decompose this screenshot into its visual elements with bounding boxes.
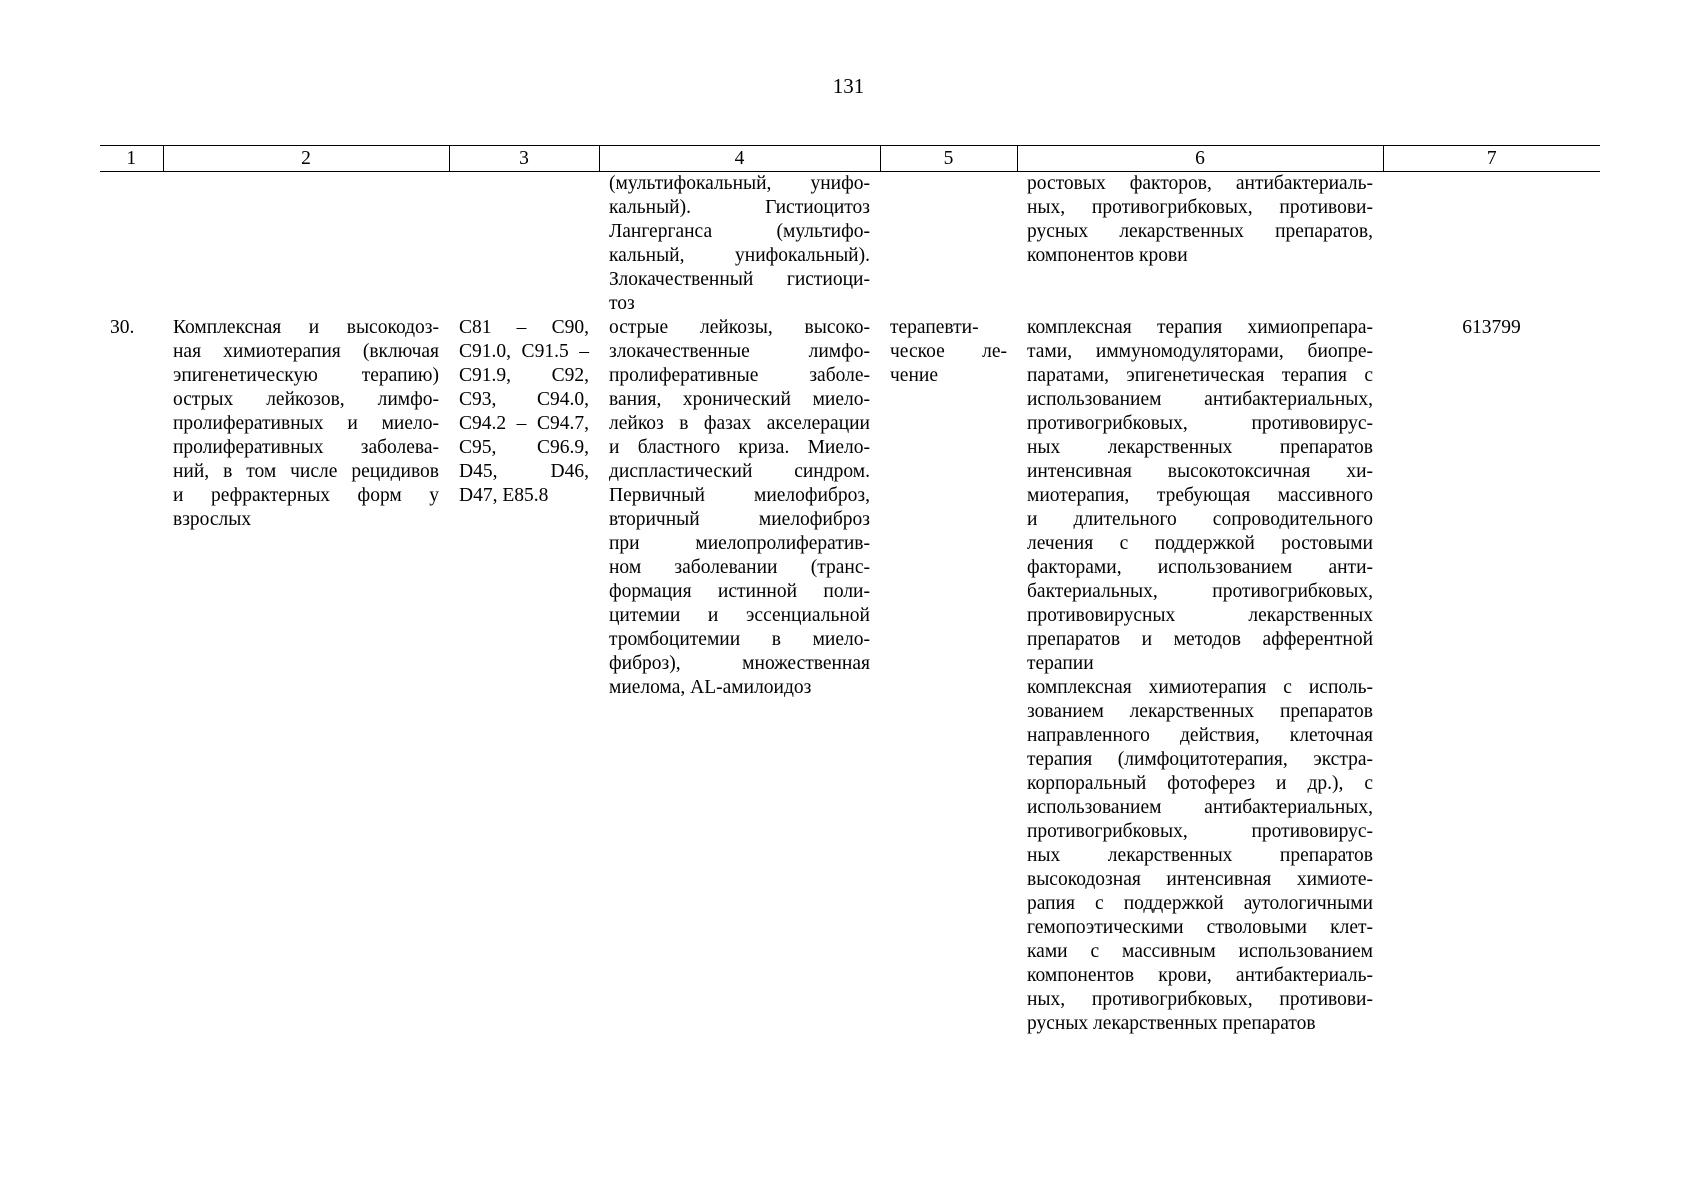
text-line: C94.2 – C94.7, bbox=[459, 413, 589, 434]
cell-cost-standard: 613799 bbox=[1462, 317, 1521, 338]
text-line: препаратов и методов афферентной bbox=[1027, 629, 1373, 650]
text-line: C91.9, C92, bbox=[459, 365, 589, 386]
text-line: тами, иммуномодуляторами, биопре- bbox=[1027, 341, 1373, 362]
column-header-5: 5 bbox=[880, 146, 1017, 172]
text-line: формация истинной поли- bbox=[609, 581, 870, 602]
text-line: тромбоцитемии в миело- bbox=[609, 629, 870, 650]
page-number: 131 bbox=[832, 74, 865, 98]
text-line: терапия (лимфоцитотерапия, экстра- bbox=[1027, 749, 1373, 770]
text-line: Комплексная и высокодоз- bbox=[173, 317, 439, 338]
text-line: бактериальных, противогрибковых, bbox=[1027, 581, 1373, 602]
text-line: и длительного сопроводительного bbox=[1027, 509, 1373, 530]
table-row-30 bbox=[100, 316, 1600, 1036]
cell-continuation-col3 bbox=[449, 172, 599, 317]
cell-treatment-method bbox=[1017, 316, 1383, 1036]
text-line: Злокачественный гистиоци- bbox=[609, 269, 870, 290]
text-line: ная химиотерапия (включая bbox=[173, 341, 439, 362]
text-line: ний, в том числе рецидивов bbox=[173, 461, 439, 482]
text-line: миелома, AL-амилоидоз bbox=[609, 677, 812, 698]
column-header-7: 7 bbox=[1383, 146, 1600, 172]
text-line: ческое ле- bbox=[890, 341, 1007, 362]
text-line: острых лейкозов, лимфо- bbox=[173, 389, 439, 410]
text-line: вторичный миелофиброз bbox=[609, 509, 870, 530]
text-line: чение bbox=[890, 365, 938, 386]
cell-row-number: 30. bbox=[110, 317, 135, 338]
text-line: диспластический синдром. bbox=[609, 461, 870, 482]
text-line: Лангерганса (мультифо- bbox=[609, 221, 870, 242]
text-line: цитемии и эссенциальной bbox=[609, 605, 870, 626]
column-header-3: 3 bbox=[449, 146, 599, 172]
cell-continuation-col1 bbox=[100, 172, 163, 317]
text-line: фиброз), множественная bbox=[609, 653, 870, 674]
text-line: миотерапия, требующая массивного bbox=[1027, 485, 1373, 506]
column-header-2: 2 bbox=[163, 146, 449, 172]
text-line: использованием антибактериальных, bbox=[1027, 797, 1373, 818]
text-line: терапевти- bbox=[890, 317, 979, 338]
cell-continuation-col5 bbox=[880, 172, 1017, 317]
text-line: рапия с поддержкой аутологичными bbox=[1027, 893, 1373, 914]
cell-care-type bbox=[163, 316, 449, 1036]
text-line: пролиферативных и миело- bbox=[173, 413, 439, 434]
text-line: ных лекарственных препаратов bbox=[1027, 845, 1373, 866]
text-line: ных, противогрибковых, противови- bbox=[1027, 197, 1373, 218]
text-line: терапии bbox=[1027, 653, 1094, 674]
table-header-row bbox=[100, 146, 1600, 172]
column-header-1: 1 bbox=[100, 146, 163, 172]
text-line: комплексная терапия химиопрепара- bbox=[1027, 317, 1373, 338]
text-line: пролиферативные заболе- bbox=[609, 365, 870, 386]
text-line: острые лейкозы, высоко- bbox=[609, 317, 870, 338]
text-line: ных лекарственных препаратов bbox=[1027, 437, 1373, 458]
text-line: C81 – C90, bbox=[459, 317, 589, 338]
text-line: и рефрактерных форм у bbox=[173, 485, 439, 506]
medical-care-table bbox=[100, 145, 1600, 1036]
text-line: лейкоз в фазах акселерации bbox=[609, 413, 870, 434]
text-line: кальный, унифокальный). bbox=[609, 245, 870, 266]
cell-icd-codes bbox=[449, 316, 599, 1036]
text-line: компонентов крови bbox=[1027, 245, 1188, 266]
text-line: Первичный миелофиброз, bbox=[609, 485, 870, 506]
text-line: D47, E85.8 bbox=[459, 485, 549, 506]
text-line: русных лекарственных препаратов bbox=[1027, 1013, 1316, 1034]
column-header-6: 6 bbox=[1017, 146, 1383, 172]
text-line: паратами, эпигенетическая терапия с bbox=[1027, 365, 1373, 386]
text-line: ками с массивным использованием bbox=[1027, 941, 1373, 962]
cell-treatment-type bbox=[880, 316, 1017, 1036]
cell-continuation-treatment-method bbox=[1017, 172, 1383, 317]
text-line: кальный). Гистиоцитоз bbox=[609, 197, 870, 218]
text-line: корпоральный фотоферез и др.), с bbox=[1027, 773, 1373, 794]
text-line: тоз bbox=[609, 293, 635, 314]
text-line: противогрибковых, противовирус- bbox=[1027, 821, 1373, 842]
text-line: D45, D46, bbox=[459, 461, 589, 482]
text-line: пролиферативных заболева- bbox=[173, 437, 439, 458]
text-line: ном заболевании (транс- bbox=[609, 557, 870, 578]
text-line: факторами, использованием анти- bbox=[1027, 557, 1373, 578]
text-line: использованием антибактериальных, bbox=[1027, 389, 1373, 410]
text-line: комплексная химиотерапия с исполь- bbox=[1027, 677, 1373, 698]
text-line: противовирусных лекарственных bbox=[1027, 605, 1373, 626]
cell-diagnosis bbox=[599, 316, 880, 1036]
table-row-continuation bbox=[100, 172, 1600, 317]
text-line: злокачественные лимфо- bbox=[609, 341, 870, 362]
text-line: противогрибковых, противовирус- bbox=[1027, 413, 1373, 434]
text-line: направленного действия, клеточная bbox=[1027, 725, 1373, 746]
text-line: интенсивная высокотоксичная хи- bbox=[1027, 461, 1373, 482]
column-header-4: 4 bbox=[599, 146, 880, 172]
text-line: ростовых факторов, антибактериаль- bbox=[1027, 173, 1373, 194]
cell-continuation-col2 bbox=[163, 172, 449, 317]
text-line: компонентов крови, антибактериаль- bbox=[1027, 965, 1373, 986]
text-line: высокодозная интенсивная химиоте- bbox=[1027, 869, 1373, 890]
text-line: C93, C94.0, bbox=[459, 389, 589, 410]
text-line: и бластного криза. Миело- bbox=[609, 437, 870, 458]
text-line: C95, C96.9, bbox=[459, 437, 589, 458]
text-line: C91.0, C91.5 – bbox=[459, 341, 589, 362]
text-line: взрослых bbox=[173, 509, 252, 530]
text-line: ных, противогрибковых, противови- bbox=[1027, 989, 1373, 1010]
text-line: русных лекарственных препаратов, bbox=[1027, 221, 1373, 242]
cell-continuation-col7 bbox=[1383, 172, 1600, 317]
cell-continuation-diagnosis bbox=[599, 172, 880, 317]
text-line: (мультифокальный, унифо- bbox=[609, 173, 870, 194]
text-line: при миелопролифератив- bbox=[609, 533, 870, 554]
text-line: эпигенетическую терапию) bbox=[173, 365, 439, 386]
text-line: вания, хронический миело- bbox=[609, 389, 870, 410]
text-line: лечения с поддержкой ростовыми bbox=[1027, 533, 1373, 554]
text-line: гемопоэтическими стволовыми клет- bbox=[1027, 917, 1373, 938]
text-line: зованием лекарственных препаратов bbox=[1027, 701, 1373, 722]
